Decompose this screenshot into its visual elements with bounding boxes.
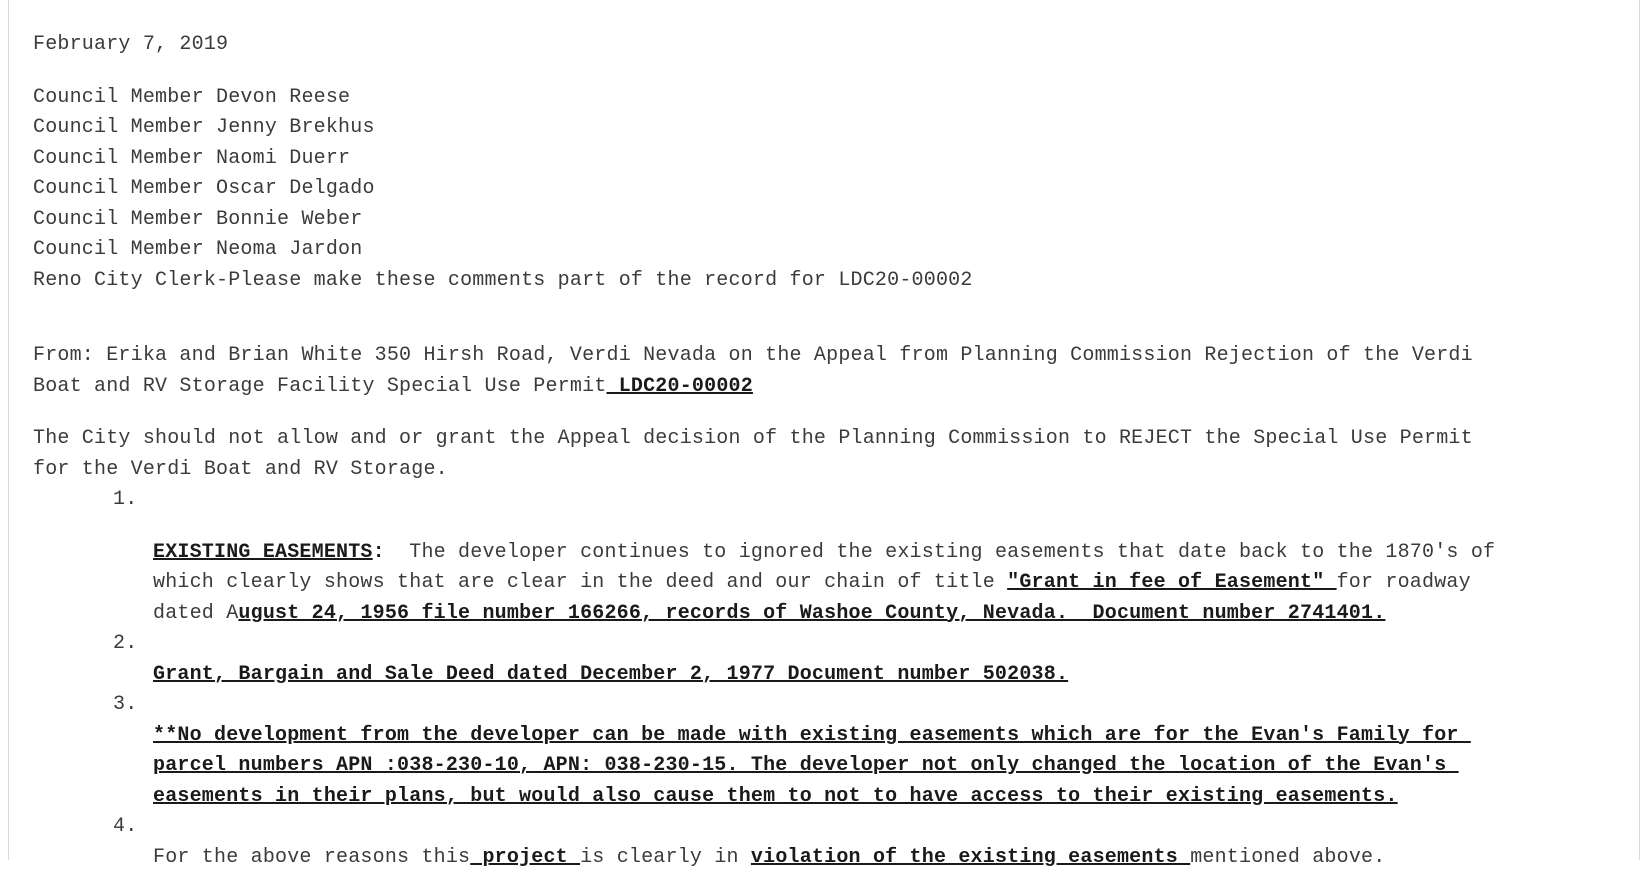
case-number-link[interactable]: LDC20-00002 <box>607 375 753 398</box>
list-item-body <box>33 721 1643 813</box>
from-line: From: Erika and Brian White 350 Hirsh Road, Verdi Nevada on the Appeal from Planning Commission Rejection of the Verdi <box>33 341 1633 372</box>
letter-date: February 7, 2019 <box>33 30 1633 61</box>
spacer <box>33 296 1633 341</box>
item-text: The developer continues to ignored the existing easements that date back to the 1870's of <box>385 541 1495 564</box>
list-number: 4. <box>33 812 1633 843</box>
list-item <box>33 485 1633 629</box>
violation-term: violation of the existing easements <box>751 846 1190 869</box>
existing-easements-heading: EXISTING EASEMENTS <box>153 541 373 564</box>
recipient-line: Council Member Jenny Brekhus <box>33 113 1633 144</box>
heading-colon: : <box>373 541 385 564</box>
project-term: project <box>470 846 580 869</box>
list-item-body <box>33 516 1643 630</box>
recipient-line: Council Member Bonnie Weber <box>33 205 1633 236</box>
item-text: which clearly shows that are clear in the deed and our chain of title <box>153 571 1007 594</box>
from-line <box>33 372 1633 403</box>
recipient-list <box>33 83 1633 297</box>
list-item <box>33 690 1633 812</box>
deed-reference: Grant, Bargain and Sale Deed dated December 2, 1977 Document number 502038. <box>153 663 1068 686</box>
recipient-line: Council Member Neoma Jardon <box>33 235 1633 266</box>
letter-document <box>33 30 1633 873</box>
numbered-list <box>33 485 1633 873</box>
recipient-line: Council Member Naomi Duerr <box>33 144 1633 175</box>
intro-line: The City should not allow and or grant the Appeal decision of the Planning Commission to REJECT the Special Use Permit <box>33 424 1633 455</box>
list-item <box>33 629 1633 690</box>
intro-line: for the Verdi Boat and RV Storage. <box>33 455 1633 486</box>
recipient-line: Council Member Oscar Delgado <box>33 174 1633 205</box>
item-text: for roadway <box>1337 571 1471 594</box>
document-reference: ugust 24, 1956 file number 166266, records of Washoe County, Nevada. Document number 2741401. <box>238 602 1385 625</box>
item-text: dated A <box>153 602 238 625</box>
clerk-request-line: Reno City Clerk-Please make these comments part of the record for LDC20-00002 <box>33 266 1633 297</box>
development-notice-line: **No development from the developer can be made with existing easements which are for the Evan's Family for <box>153 724 1471 747</box>
item-text: For the above reasons this <box>153 846 470 869</box>
development-notice-line: easements in their plans, but would also cause them to not to have access to their existing easements. <box>153 785 1398 808</box>
item-text: is clearly in <box>580 846 751 869</box>
item-text: mentioned above. <box>1190 846 1385 869</box>
list-number: 1. <box>33 485 1633 516</box>
from-paragraph <box>33 341 1633 402</box>
recipient-line: Council Member Devon Reese <box>33 83 1633 114</box>
list-item-body <box>33 660 1643 691</box>
from-line-text: Boat and RV Storage Facility Special Use Permit <box>33 375 607 398</box>
list-item <box>33 812 1633 873</box>
list-number: 3. <box>33 690 1633 721</box>
intro-paragraph <box>33 424 1633 485</box>
development-notice-line: parcel numbers APN :038-230-10, APN: 038-230-15. The developer not only changed the location of the Evan's <box>153 754 1459 777</box>
list-item-body <box>33 843 1643 873</box>
spacer <box>33 402 1633 424</box>
list-number: 2. <box>33 629 1633 660</box>
page-left-border <box>8 0 9 860</box>
grant-label: "Grant in fee of Easement" <box>1007 571 1336 594</box>
